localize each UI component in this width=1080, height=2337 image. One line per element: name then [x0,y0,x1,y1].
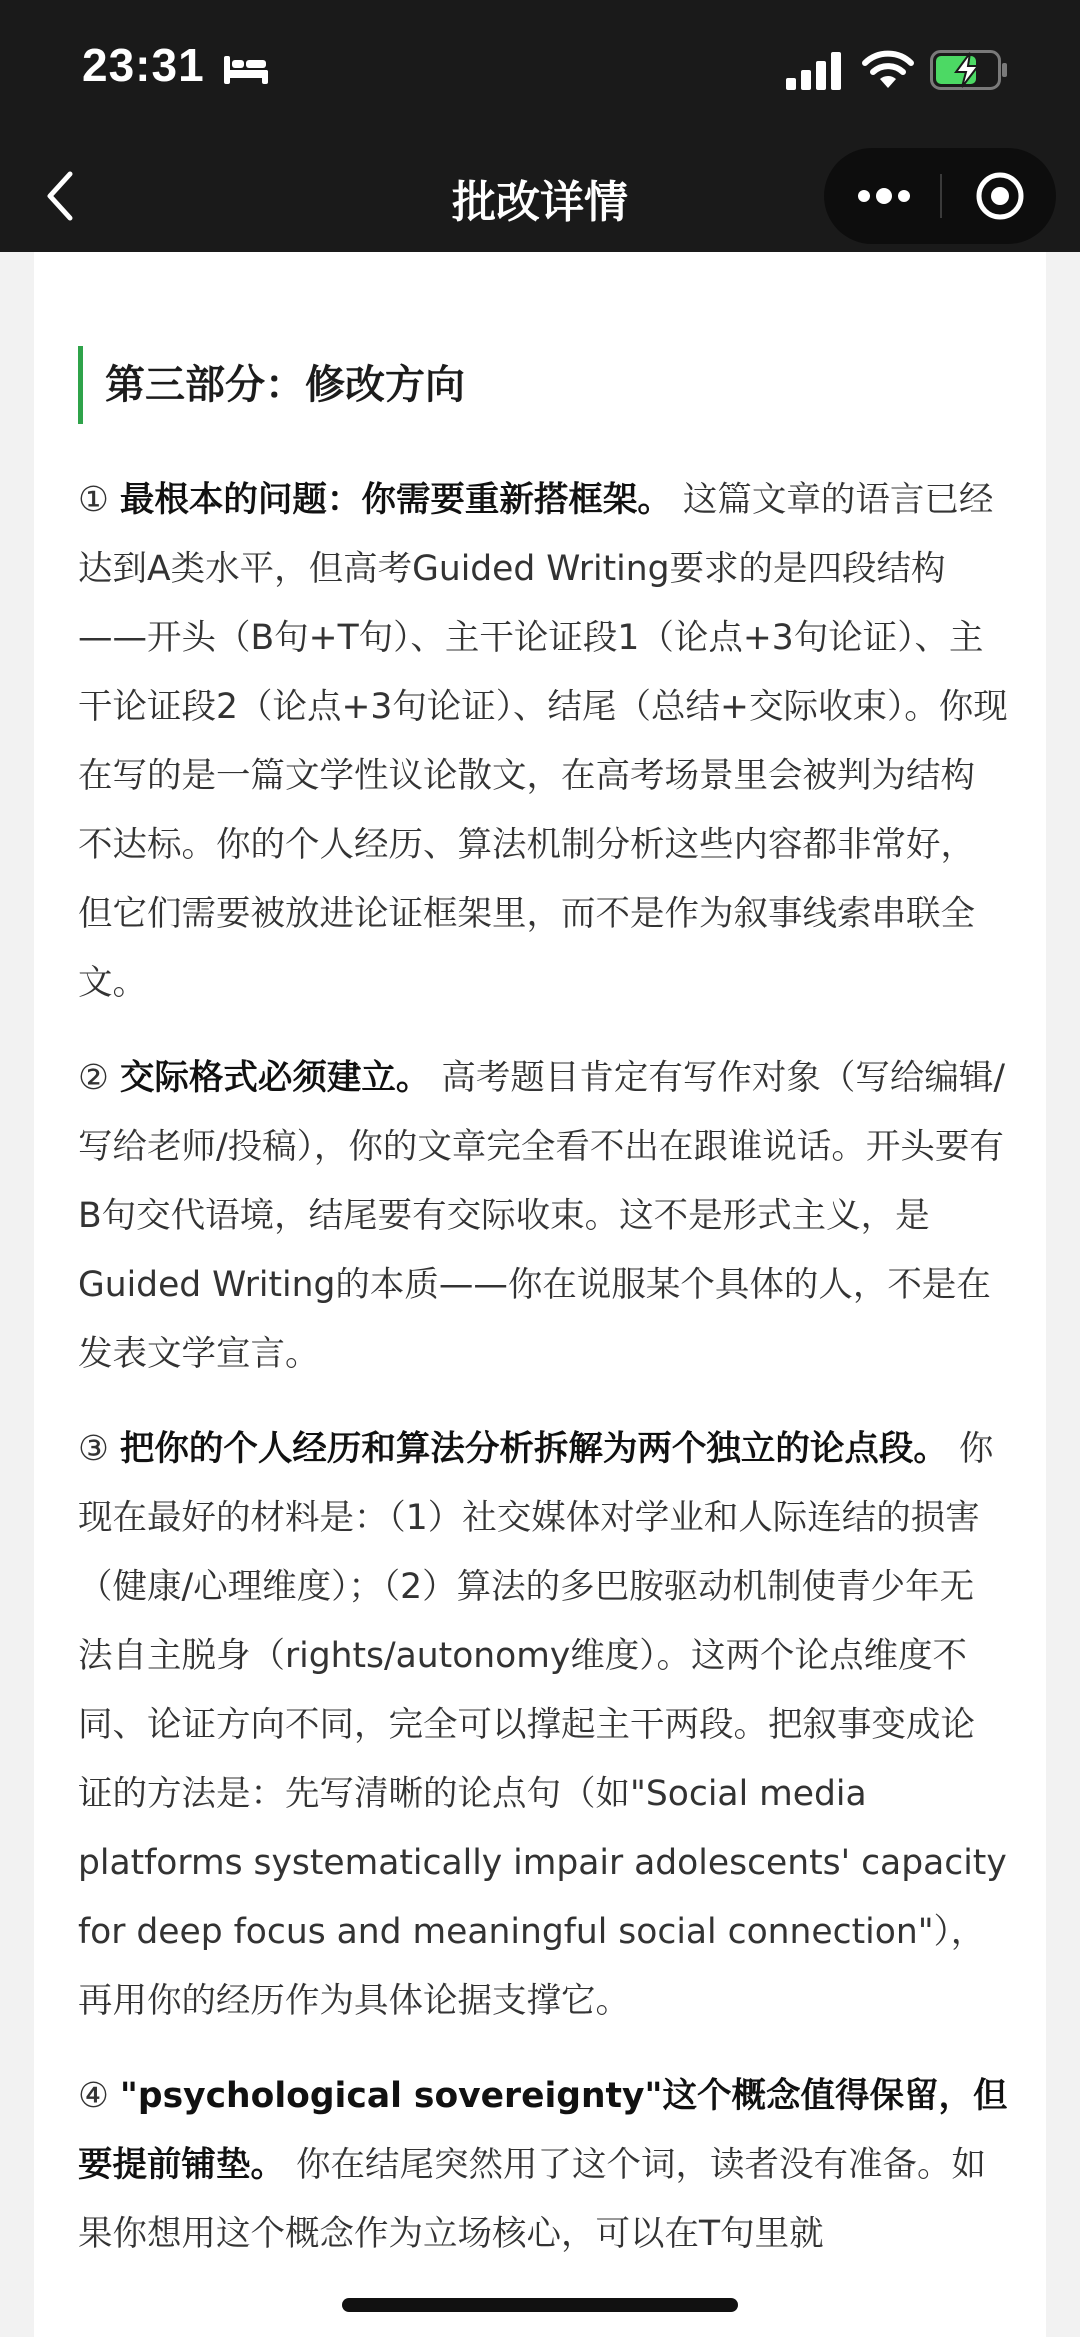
battery-charging-icon [930,50,1008,90]
paragraph-key-point: "psychological sovereignty"这个概念值得保留，但要提前铺垫。 [78,2076,1008,2185]
paragraph-key-point: 最根本的问题：你需要重新搭框架。 [119,480,672,520]
paragraph-number: ④ [78,2076,109,2116]
paragraph-text: 高考题目肯定有写作对象（写给编辑/写给老师/投稿），你的文章完全看不出在跟谁说话。开头要有B句交代语境，结尾要有交际收束。这不是形式主义，是Guided Writing的本质——你在说服某个具体的人，不是在发表文学宣言。 [78,1058,1005,1374]
status-time: 23:31 [82,39,205,91]
wifi-icon [862,48,914,90]
paragraph-text: 这篇文章的语言已经达到A类水平，但高考Guided Writing要求的是四段结构——开头（B句+T句）、主干论证段1（论点+3句论证）、主干论证段2（论点+3句论证）、结尾（总结+交际收束）。你现在写的是一篇文学性议论散文，在高考场景里会被判为结构不达标。你的个人经历、算法机制分析这些内容都非常好，但它们需要被放进论证框架里，而不是作为叙事线索串联全文。 [78,480,1008,1003]
close-icon[interactable] [974,170,1026,222]
section-heading: 第三部分：修改方向 [78,346,465,424]
paragraph-text: 你在结尾突然用了这个词，读者没有准备。如果你想用这个概念作为立场核心，可以在T句里就 [78,2145,986,2254]
feedback-paragraph-3 [78,1415,1008,2036]
paragraph-key-point: 交际格式必须建立。 [119,1058,431,1098]
feedback-paragraph-1 [78,466,1008,1018]
feedback-paragraph-4 [78,2062,1008,2269]
home-indicator[interactable] [342,2298,738,2312]
paragraph-number: ③ [78,1429,109,1469]
more-icon[interactable] [854,180,914,212]
page-title: 批改详情 [452,177,628,228]
signal-icon [786,52,844,90]
capsule-divider [940,174,942,218]
feedback-paragraph-2 [78,1044,1008,1389]
nav-bar [0,140,1080,252]
content-card [34,252,1046,2337]
bed-icon [222,50,270,86]
mini-program-capsule [824,148,1056,244]
feedback-body [78,466,1008,2295]
paragraph-number: ② [78,1058,109,1098]
paragraph-text: 你现在最好的材料是：（1）社交媒体对学业和人际连结的损害（健康/心理维度）；（2）算法的多巴胺驱动机制使青少年无法自主脱身（rights/autonomy维度）。这两个论点维度不同、论证方向不同，完全可以撑起主干两段。把叙事变成论证的方法是：先写清晰的论点句（如"Social media platforms systematically impair adolescents' capacity for deep focus and meaningful social connection"），再用你的经历作为具体论据支撑它。 [78,1429,1007,2021]
paragraph-number: ① [78,480,109,520]
paragraph-key-point: 把你的个人经历和算法分析拆解为两个独立的论点段。 [119,1429,948,1469]
status-bar [0,0,1080,140]
